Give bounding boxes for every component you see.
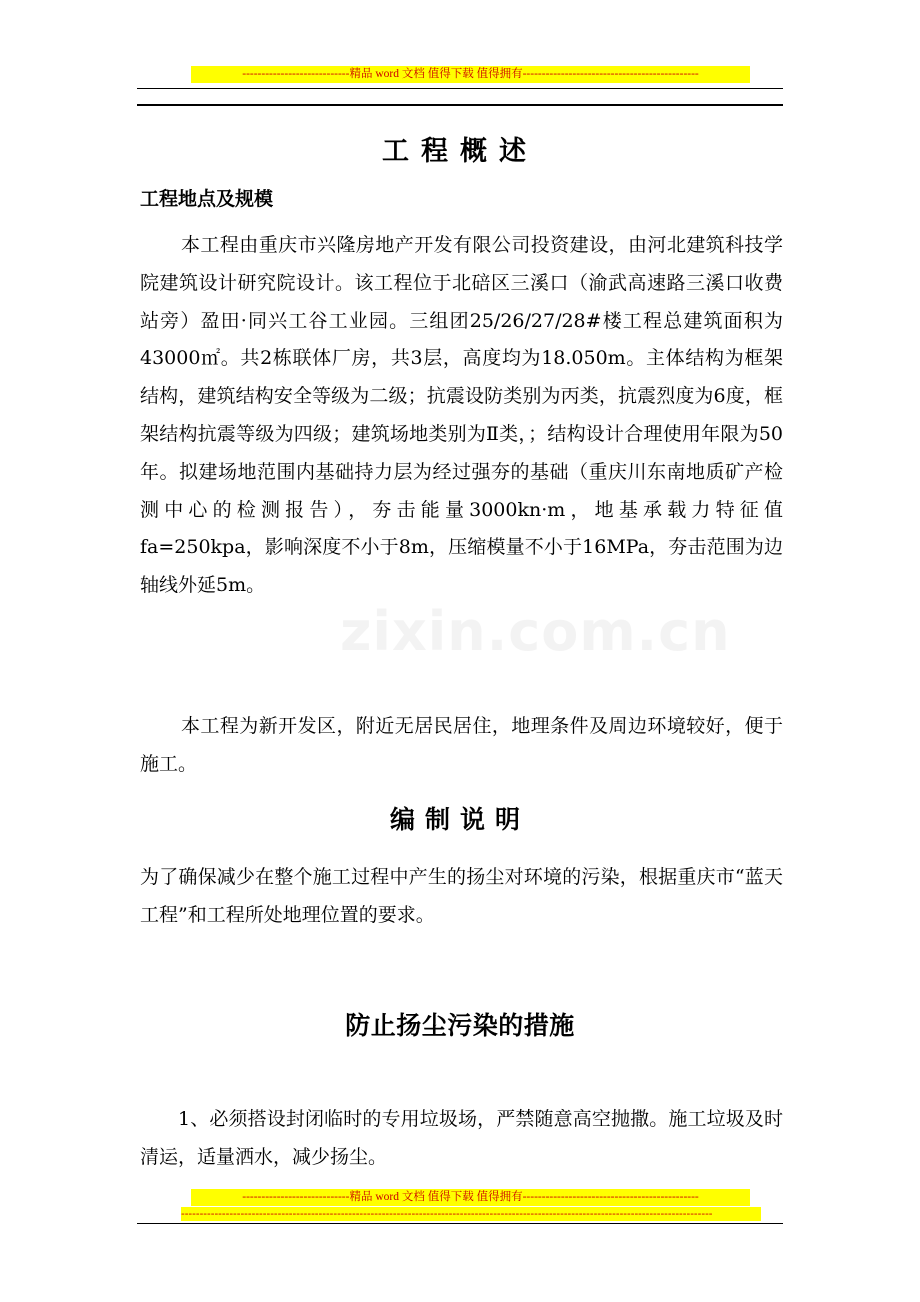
section-title-dust-measures: 防止扬尘污染的措施 bbox=[345, 1011, 575, 1040]
section-title-compilation: 编制说明 bbox=[389, 805, 530, 834]
footer-banner: ----------------------------精品 word 文档 值得下载 值得拥有---------------------------------------------- bbox=[191, 1189, 750, 1206]
subsection-title-location: 工程地点及规模 bbox=[140, 188, 274, 210]
section-title-overview: 工程概述 bbox=[382, 136, 538, 167]
footer-banner-dashes: ----------------------------------------------------------------------------------------------------------------------------------------------- bbox=[181, 1207, 761, 1221]
header-rule-thick bbox=[137, 104, 783, 106]
watermark: zixin.com.cn bbox=[340, 600, 731, 663]
paragraph-compilation: 为了确保减少在整个施工过程中产生的扬尘对环境的污染，根据重庆市“蓝天工程”和工程所处地理位置的要求。 bbox=[140, 866, 783, 926]
header-banner: ----------------------------精品 word 文档 值得下载 值得拥有---------------------------------------------- bbox=[191, 66, 750, 83]
header-rule-thin bbox=[137, 88, 783, 89]
paragraph-environment: 本工程为新开发区，附近无居民居住，地理条件及周边环境较好，便于施工。 bbox=[140, 715, 783, 775]
paragraph-project-scale: 本工程由重庆市兴隆房地产开发有限公司投资建设，由河北建筑科技学院建筑设计研究院设计。该工程位于北碚区三溪口（渝武高速路三溪口收费站旁）盈田·同兴工谷工业园。三组团25/26/27/28#楼工程总建筑面积为43000㎡。共2栋联体厂房，共3层，高度均为18.050m。主体结构为框架结构，建筑结构安全等级为二级；抗震设防类别为丙类，抗震烈度为6度，框架结构抗震等级为四级；建筑场地类别为Ⅱ类，；结构设计合理使用年限为50年。拟建场地范围内基础持力层为经过强夯的基础（重庆川东南地质矿产检测中心的检测报告），夯击能量3000kn·m，地基承载力特征值fa=250kpa，影响深度不小于8m，压缩模量不小于16MPa，夯击范围为边轴线外延5m。 bbox=[140, 234, 783, 597]
footer-rule bbox=[137, 1223, 783, 1224]
paragraph-measure-1: 1、必须搭设封闭临时的专用垃圾场，严禁随意高空抛撒。施工垃圾及时清运，适量洒水，减少扬尘。 bbox=[140, 1108, 783, 1168]
